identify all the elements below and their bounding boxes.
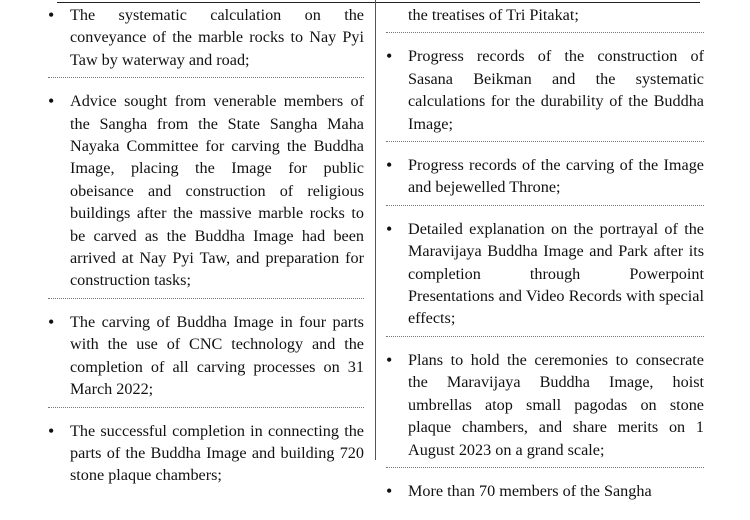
list-item-text: Advice sought from venerable members of the Sangha from the State Sangha Maha Nayaka Committee for carving the Buddha Image, placing the Image for public obeisance and construction of religious buildings after the massive marble rocks to be carved as the Buddha Image had been arrived at Nay Pyi Taw, and preparation for construction tasks;	[70, 92, 364, 290]
bullet-icon: •	[48, 420, 55, 441]
bullet-icon: •	[386, 218, 393, 239]
list-item	[386, 45, 704, 142]
list-item-text: Plans to hold the ceremonies to consecrate the Maravijaya Buddha Image, hoist umbrellas atop small pagodas on stone plaque chambers, and share merits on 1 August 2023 on a grand scale;	[408, 350, 704, 459]
column-divider	[375, 0, 376, 460]
list-item	[386, 154, 704, 206]
list-item-text: More than 70 members of the Sangha	[408, 481, 652, 500]
list-item	[48, 420, 364, 493]
list-item	[386, 349, 704, 468]
continued-text: the treatises of Tri Pitakat;	[408, 6, 579, 24]
list-item-text: Progress records of the carving of the Image and bejewelled Throne;	[408, 156, 704, 197]
list-item	[48, 311, 364, 408]
list-item	[48, 90, 364, 299]
right-column	[386, 4, 704, 520]
list-item	[386, 218, 704, 337]
bullet-icon: •	[48, 91, 55, 112]
list-item	[386, 480, 704, 508]
bullet-icon: •	[386, 46, 393, 67]
bullet-icon: •	[386, 155, 393, 176]
continued-list-item	[386, 4, 704, 33]
list-item-text: The carving of Buddha Image in four parts with the use of CNC technology and the completion of all carving processes on 31 March 2022;	[70, 312, 364, 399]
list-item	[48, 4, 364, 78]
bullet-icon: •	[386, 349, 393, 370]
left-column	[48, 4, 364, 505]
list-item-text: Progress records of the construction of Sasana Beikman and the systematic calculations for the durability of the Buddha Image;	[408, 47, 704, 133]
list-item-text: Detailed explanation on the portrayal of the Maravijaya Buddha Image and Park after its completion through Powerpoint Presentations and Video Records with special effects;	[408, 219, 704, 328]
list-item-text: The systematic calculation on the conveyance of the marble rocks to Nay Pyi Taw by waterway and road;	[70, 6, 364, 69]
list-item-text: The successful completion in connecting the parts of the Buddha Image and building 720 stone plaque chambers;	[70, 421, 364, 485]
bullet-icon: •	[48, 5, 55, 25]
bullet-icon: •	[386, 480, 393, 501]
top-rule	[57, 2, 700, 3]
bullet-icon: •	[48, 311, 55, 332]
